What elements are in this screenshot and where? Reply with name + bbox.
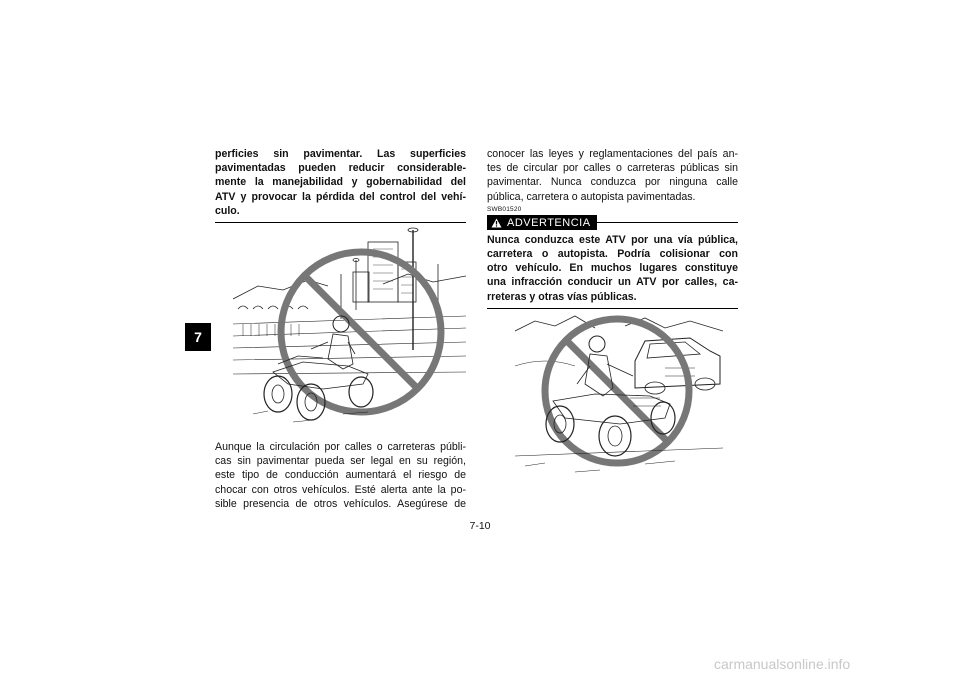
text-line: chocar con otros vehículos. Esté alerta ante la po-: [215, 483, 466, 496]
atv-public-road-illustration: [515, 306, 723, 476]
left-body-text: [215, 440, 466, 511]
atv-paved-road-illustration: [233, 224, 466, 426]
text-line: Aunque la circulación por calles o carreteras públi-: [215, 441, 466, 454]
warning-header: [487, 216, 738, 230]
text-line: conocer las leyes y reglamentaciones del país an-: [487, 148, 738, 160]
warning-code: SWB01520: [487, 205, 522, 213]
left-warning-continuation: [215, 147, 466, 218]
text-line: otro vehículo. En muchos lugares constituye: [487, 262, 738, 275]
warning-label: ADVERTENCIA: [507, 216, 591, 229]
chapter-tab: 7: [185, 323, 211, 351]
text-line: rreteras y otras vías públicas.: [487, 290, 637, 303]
text-line: una infracción conducir un ATV por calles, ca-: [487, 276, 738, 289]
page-number: 7-10: [469, 520, 491, 532]
text-line: cas sin pavimentar pueda ser legal en su región,: [215, 455, 466, 468]
right-column: [487, 147, 738, 309]
watermark: carmanualsonline.info: [714, 656, 851, 672]
warning-badge: [487, 215, 597, 230]
text-line: pública, carretera o autopista pavimentadas.: [487, 190, 696, 203]
warning-header-line: [597, 222, 738, 223]
warning-triangle-icon: [491, 218, 502, 228]
text-line: mente la manejabilidad y gobernabilidad del: [215, 176, 466, 189]
text-line: este tipo de conducción aumentará el riesgo de: [215, 469, 466, 482]
text-line: tes de circular por calles o carreteras públicas sin: [487, 162, 738, 175]
text-line: carretera o autopista. Podría colisionar con: [487, 248, 738, 261]
text-line: ATV y provocar la pérdida del control del vehí-: [215, 190, 466, 203]
text-line: perficies sin pavimentar. Las superficies: [215, 148, 466, 160]
text-line: Nunca conduzca este ATV por una vía pública,: [487, 233, 738, 246]
right-body-text: [487, 147, 738, 204]
text-line: pavimentar. Nunca conduzca por ninguna calle: [487, 176, 738, 189]
text-line: pavimentadas pueden reducir considerable-: [215, 162, 466, 175]
text-line: sible presencia de otros vehículos. Asegúrese de: [215, 497, 466, 510]
warning-text: [487, 233, 738, 304]
text-line: culo.: [215, 204, 240, 217]
